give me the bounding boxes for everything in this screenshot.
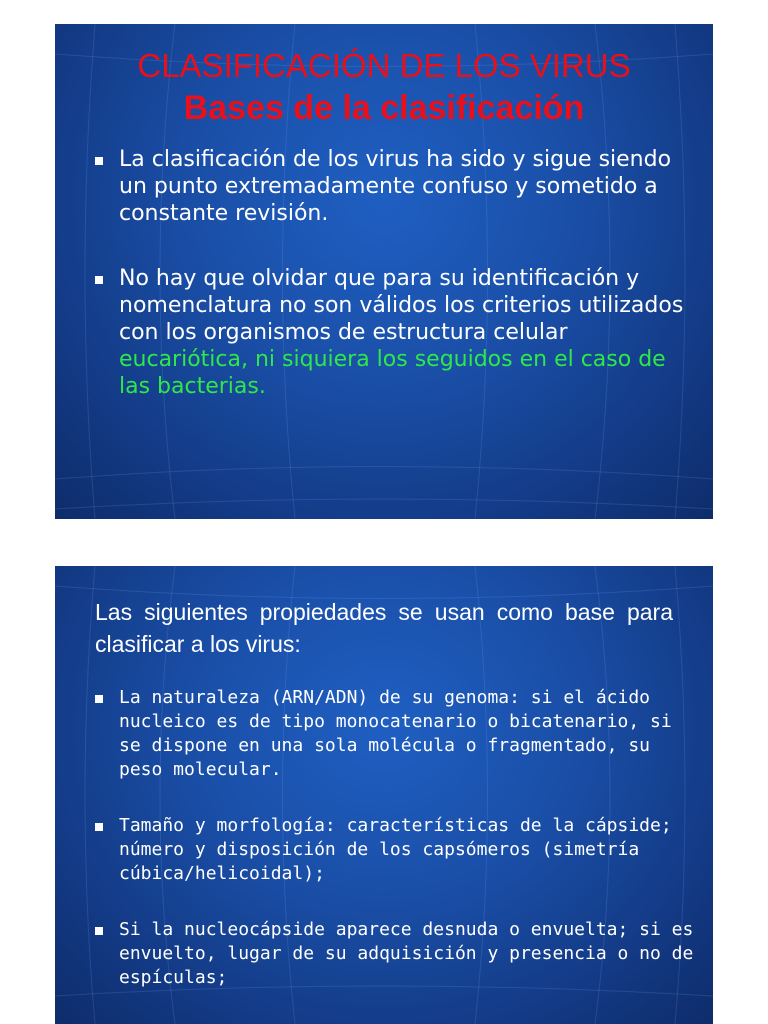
- list-item: [95, 814, 695, 886]
- bullet-text: La clasificación de los virus ha sido y sigue siendo un punto extremadamente confuso y sometido a constante revisión.: [119, 147, 672, 226]
- list-item: [95, 146, 695, 227]
- list-item: [95, 265, 695, 400]
- list-item: [95, 686, 695, 782]
- slide-2: [55, 566, 713, 1024]
- square-bullet-icon: [95, 276, 103, 284]
- square-bullet-icon: [95, 927, 103, 935]
- slide-title: CLASIFICACIÓN DE LOS VIRUS: [137, 47, 631, 84]
- bullet-text: La naturaleza (ARN/ADN) de su genoma: si el ácido nucleico es de tipo monocatenario o bicatenario, si se dispone en una sola molécula o fragmentado, su peso molecular.: [119, 687, 672, 780]
- bullet-text-highlight: eucariótica, ni siquiera los seguidos en el caso de las bacterias.: [119, 347, 666, 399]
- list-item: [95, 918, 695, 990]
- intro-paragraph: Las siguientes propiedades se usan como base para clasificar a los virus:: [95, 599, 673, 657]
- slide-1: [55, 24, 713, 519]
- bullet-text: [119, 265, 695, 400]
- square-bullet-icon: [95, 157, 103, 165]
- square-bullet-icon: [95, 823, 103, 831]
- slide-subtitle: Bases de la clasificación: [183, 89, 585, 127]
- bullet-text: Si la nucleocápside aparece desnuda o envuelta; si es envuelto, lugar de su adquisición y presencia o no de espículas;: [119, 919, 694, 988]
- bullet-text: Tamaño y morfología: características de la cápside; número y disposición de los capsómeros (simetría cúbica/helicoidal);: [119, 815, 672, 884]
- square-bullet-icon: [95, 695, 103, 703]
- bullet-text-white: No hay que olvidar que para su identificación y nomenclatura no son válidos los criterios utilizados con los organismos de estructura celular: [119, 266, 684, 345]
